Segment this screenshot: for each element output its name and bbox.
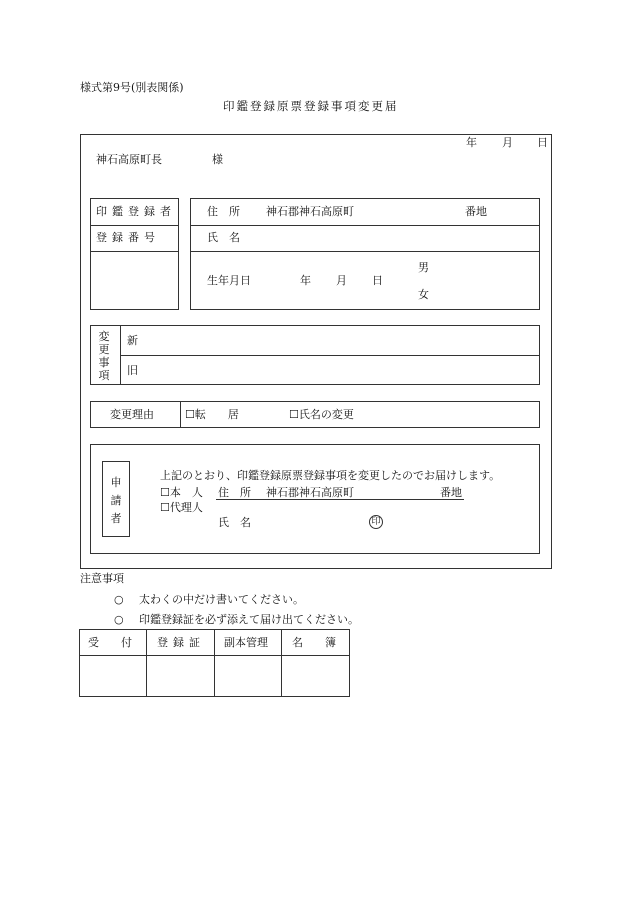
divider xyxy=(90,225,179,226)
divider xyxy=(190,251,540,252)
divider xyxy=(281,629,282,697)
reason-moving-label: 転 居 xyxy=(194,408,239,421)
change-items-label: 変 更 事 項 xyxy=(98,330,110,382)
divider xyxy=(180,401,181,428)
addressee-name: 神石高原町長 xyxy=(96,153,162,166)
date-day-label: 日 xyxy=(537,136,548,149)
address-suffix: 番地 xyxy=(465,205,487,218)
change-old-field[interactable] xyxy=(145,357,538,384)
address-label: 住 所 xyxy=(207,205,240,218)
note-item-2: 印鑑登録証を必ず添えて届け出てください。 xyxy=(139,613,359,626)
addressee-honorific: 様 xyxy=(212,153,223,166)
change-reason-label: 変更理由 xyxy=(110,408,154,421)
office-header-certificate: 登録証 xyxy=(157,636,205,649)
divider xyxy=(214,629,215,697)
change-new-label: 新 xyxy=(127,334,138,347)
birthdate-label: 生年月日 xyxy=(207,274,251,287)
address-value: 神石郡神石高原町 xyxy=(266,205,354,218)
sex-female-option[interactable]: 女 xyxy=(418,288,429,301)
applicant-self-label: 本 人 xyxy=(169,486,203,499)
birth-day-label: 日 xyxy=(372,274,383,287)
notes-bullet-1: ○ xyxy=(114,593,124,606)
birth-month-label: 月 xyxy=(336,274,347,287)
address-underline xyxy=(216,499,464,500)
applicant-name-label: 氏 名 xyxy=(218,516,251,529)
note-item-1: 太わくの中だけ書いてください。 xyxy=(139,593,304,606)
reason-name-change-checkbox[interactable] xyxy=(289,409,354,420)
date-year-label: 年 xyxy=(466,136,477,149)
seal-mark-icon: 印 xyxy=(369,515,383,529)
change-new-field[interactable] xyxy=(145,327,538,354)
divider xyxy=(190,225,540,226)
checkbox-icon: ☐ xyxy=(289,408,299,421)
notes-bullet-2: ○ xyxy=(114,613,124,626)
form-number: 様式第9号(別表関係) xyxy=(80,81,184,94)
checkbox-icon: ☐ xyxy=(185,408,195,421)
reason-name-change-label: 氏名の変更 xyxy=(298,408,354,421)
applicant-agent-checkbox[interactable] xyxy=(160,502,203,513)
applicant-address-suffix: 番地 xyxy=(440,486,462,499)
applicant-address-field[interactable] xyxy=(360,485,438,499)
registration-number-label: 登録番号 xyxy=(96,231,160,244)
address-field[interactable] xyxy=(360,200,460,224)
applicant-address-value: 神石郡神石高原町 xyxy=(266,486,354,499)
change-old-label: 旧 xyxy=(127,364,138,377)
notes-title: 注意事項 xyxy=(80,572,124,585)
registration-number-field[interactable] xyxy=(91,252,178,309)
applicant-self-checkbox[interactable] xyxy=(160,487,203,498)
form-title: 印鑑登録原票登録事項変更届 xyxy=(223,99,399,113)
name-field[interactable] xyxy=(250,227,538,250)
applicant-label: 申 請 者 xyxy=(110,476,122,525)
checkbox-icon: ☐ xyxy=(160,501,170,514)
birth-year-label: 年 xyxy=(300,274,311,287)
name-label: 氏 名 xyxy=(207,231,240,244)
applicant-statement: 上記のとおり、印鑑登録原票登録事項を変更したのでお届けします。 xyxy=(160,469,501,482)
sex-male-option[interactable]: 男 xyxy=(418,261,429,274)
registrant-label: 印鑑登録者 xyxy=(96,205,176,218)
reason-moving-checkbox[interactable] xyxy=(185,409,239,420)
divider xyxy=(120,355,540,356)
office-header-duplicate: 副本管理 xyxy=(224,636,268,649)
applicant-name-field[interactable] xyxy=(262,512,362,530)
date-month-label: 月 xyxy=(502,136,513,149)
office-header-reception: 受 付 xyxy=(88,636,132,649)
checkbox-icon: ☐ xyxy=(160,486,170,499)
applicant-agent-label: 代理人 xyxy=(169,501,203,514)
applicant-address-label: 住 所 xyxy=(218,486,251,499)
office-header-register: 名 簿 xyxy=(292,636,336,649)
divider xyxy=(146,629,147,697)
